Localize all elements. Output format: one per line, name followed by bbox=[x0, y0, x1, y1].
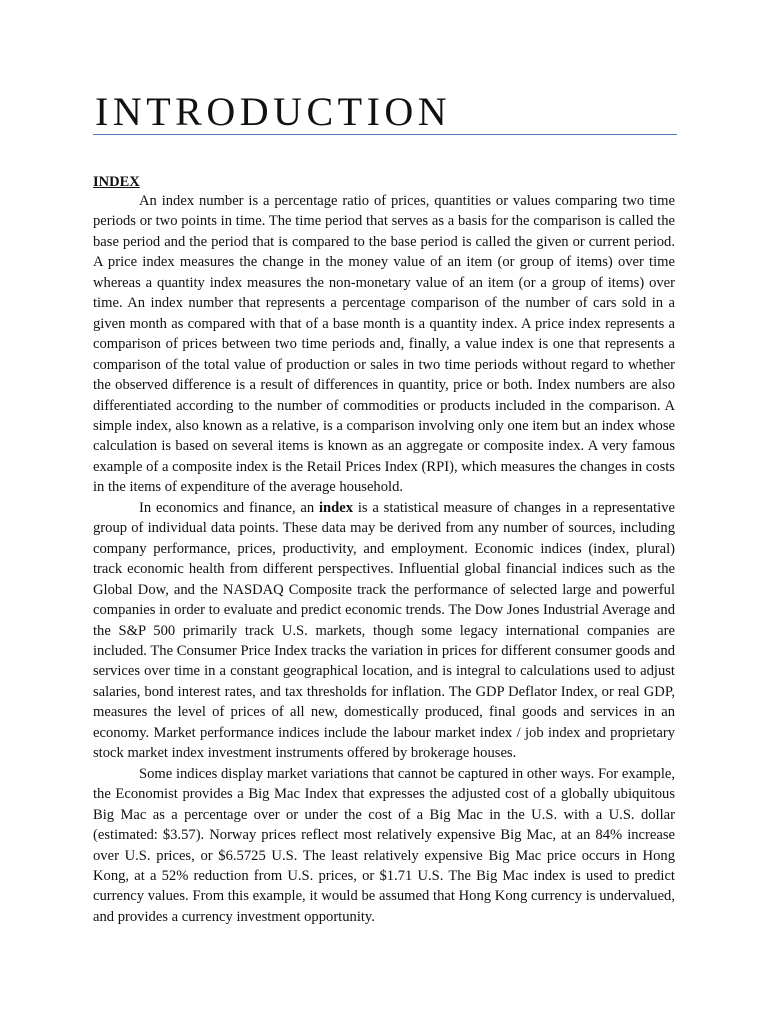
paragraph-2-lead: In economics and finance, an bbox=[139, 499, 319, 516]
paragraph-1: An index number is a percentage ratio of prices, quantities or values comparing two time periods or two points in time. The time period that serves as a basis for the comparison is called the base period and the period that is compared to the base period is called the given or current period. A price index measures the change in the money value of an item (or group of items) over time whereas a quantity index measures the non-monetary value of an item (or a group of items) over time. An index number that represents a percentage comparison of the number of cars sold in a given month as compared with that of a base month is a quantity index. A price index represents a comparison of prices between two time periods and, finally, a value index is one that represents a comparison of the total value of production or sales in two time periods without regard to whether the observed difference is a result of differences in quantity, price or both. Index numbers are also differentiated according to the number of commodities or products included in the comparison. A simple index, also known as a relative, is a comparison involving only one item but an index whose calculation is based on several items is known as an aggregate or composite index. A very famous example of a composite index is the Retail Prices Index (RPI), which measures the changes in costs in the items of expenditure of the average household. bbox=[93, 193, 675, 496]
paragraph-2-rest: is a statistical measure of changes in a representative group of individual data points. These data may be derived from any number of sources, including company performance, prices, productivity, and employment. Economic indices (index, plural) track economic health from different perspectives. Influential global financial indices such as the Global Dow, and the NASDAQ Composite track the performance of selected large and powerful companies in order to evaluate and predict economic trends. The Dow Jones Industrial Average and the S&P 500 primarily track U.S. markets, though some legacy international companies are included. The Consumer Price Index tracks the variation in prices for different consumer goods and services over time in a constant geographical location, and is integral to calculations used to adjust salaries, bond interest rates, and tax thresholds for inflation. The GDP Deflator Index, or real GDP, measures the level of prices of all new, domestically produced, final goods and services in an economy. Market performance indices include the labour market index / job index and proprietary stock market index investment instruments offered by brokerage houses. bbox=[93, 499, 675, 762]
page-title: INTRODUCTION bbox=[95, 89, 452, 134]
title-underline-rule bbox=[93, 134, 677, 135]
paragraph-2 bbox=[93, 498, 675, 764]
paragraph-3: Some indices display market variations that cannot be captured in other ways. For example, the Economist provides a Big Mac Index that expresses the adjusted cost of a globally ubiquitous Big Mac as a percentage over or under the cost of a Big Mac in the U.S. with a U.S. dollar (estimated: $3.57). Norway prices reflect most relatively expensive Big Mac, at an 84% increase over U.S. prices, or $6.5725 U.S. The least relatively expensive Big Mac price occurs in Hong Kong, at a 52% reduction from U.S. prices, or $1.71 U.S. The Big Mac index is used to predict currency values. From this example, it would be assumed that Hong Kong currency is undervalued, and provides a currency investment opportunity. bbox=[93, 765, 675, 925]
section-heading-index: INDEX bbox=[93, 174, 140, 190]
paragraph-2-bold-term: index bbox=[318, 499, 354, 516]
